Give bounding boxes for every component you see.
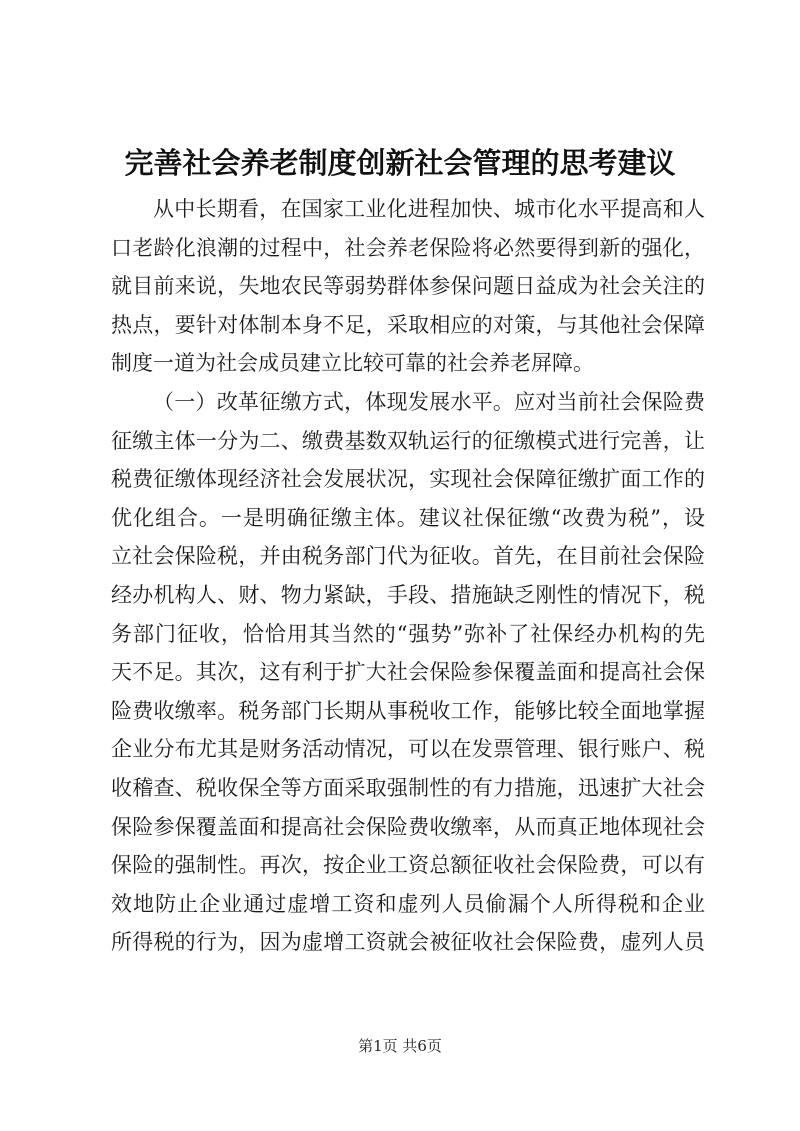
text-line: 热点，要针对体制本身不足，采取相应的对策，与其他社会保障 (111, 312, 705, 337)
document-title: 完善社会养老制度创新社会管理的思考建议 (124, 146, 676, 180)
text-line: （一）改革征缴方式，体现发展水平。应对当前社会保险费 (153, 389, 705, 414)
text-line: 经办机构人、财、物力紧缺，手段、措施缺乏刚性的情况下，税 (111, 582, 705, 607)
text-line: 制度一道为社会成员建立比较可靠的社会养老屏障。 (111, 351, 594, 376)
paragraph-2 (111, 383, 705, 962)
page-footer: 第1页 共6页 (358, 1037, 442, 1055)
text-line: 立社会保险税，并由税务部门代为征收。首先，在目前社会保险 (111, 544, 705, 569)
text-line: 征缴主体一分为二、缴费基数双轨运行的征缴模式进行完善，让 (111, 428, 705, 453)
text-line: 税费征缴体现经济社会发展状况，实现社会保障征缴扩面工作的 (111, 467, 705, 492)
document-body (111, 190, 705, 962)
text-line: 优化组合。一是明确征缴主体。建议社保征缴“改费为税”，设 (111, 505, 705, 530)
text-line: 天不足。其次，这有利于扩大社会保险参保覆盖面和提高社会保 (111, 660, 705, 685)
text-line: 险费收缴率。税务部门长期从事税收工作，能够比较全面地掌握 (111, 698, 705, 723)
text-line: 从中长期看，在国家工业化进程加快、城市化水平提高和人 (153, 197, 705, 221)
text-line: 所得税的行为，因为虚增工资就会被征收社会保险费，虚列人员 (111, 930, 705, 955)
text-line: 企业分布尤其是财务活动情况，可以在发票管理、银行账户、税 (111, 737, 705, 762)
text-line: 保险参保覆盖面和提高社会保险费收缴率，从而真正地体现社会 (111, 814, 705, 839)
paragraph-1 (111, 190, 705, 383)
text-line: 收稽查、税收保全等方面采取强制性的有力措施，迅速扩大社会 (111, 775, 705, 800)
text-line: 保险的强制性。再次，按企业工资总额征收社会保险费，可以有 (111, 853, 705, 878)
text-line: 务部门征收，恰恰用其当然的“强势”弥补了社保经办机构的先 (111, 621, 705, 646)
text-line: 口老龄化浪潮的过程中，社会养老保险将必然要得到新的强化， (111, 235, 705, 260)
text-line: 效地防止企业通过虚增工资和虚列人员偷漏个人所得税和企业 (111, 891, 705, 916)
text-line: 就目前来说，失地农民等弱势群体参保问题日益成为社会关注的 (111, 274, 705, 299)
